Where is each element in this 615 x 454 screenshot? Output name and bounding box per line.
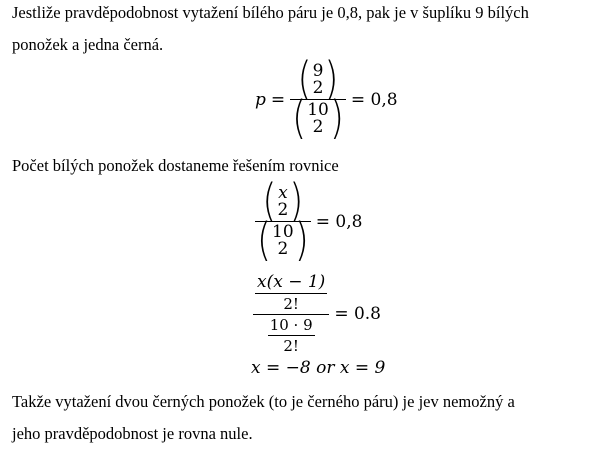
fraction-binomials-x xyxy=(255,175,311,266)
variable-p: p xyxy=(255,89,266,110)
binomial-10-2: ( 10 2 ) xyxy=(257,214,309,266)
binomial-9-2: ( 9 2 ) xyxy=(297,53,339,105)
inner-numerator: x(x − 1) xyxy=(257,272,326,292)
compound-fraction xyxy=(253,272,329,355)
paragraph-1-line-2: ponožek a jedna černá. xyxy=(12,35,164,54)
paragraph-3-line-1: Takže vytažení dvou černých ponožek (to je černého páru) je jev nemožný a xyxy=(12,392,515,411)
equation-expanded xyxy=(253,272,386,355)
binom-top: 9 xyxy=(312,61,324,81)
paragraph-1-line-1: Jestliže pravděpodobnost vytažení bílého páru je 0,8, pak je v šuplíku 9 bílých xyxy=(12,3,529,22)
equation-solution xyxy=(251,358,385,378)
fraction-binomials xyxy=(290,53,346,144)
binom-top: x xyxy=(278,183,288,203)
equation-rhs: = 0,8 xyxy=(315,211,363,232)
equation-binomial-x xyxy=(255,175,367,266)
binom-bottom: 2 xyxy=(277,239,289,259)
binom-bottom: 2 xyxy=(277,200,289,220)
inner-fraction-top xyxy=(255,272,327,313)
main-fraction-bar xyxy=(253,314,329,315)
solution-text: x = −8 or x = 9 xyxy=(251,358,386,378)
binom-top: 10 xyxy=(307,100,329,120)
outer-denominator: 2! xyxy=(283,337,299,355)
paragraph-3-line-2: jeho pravděpodobnost je rovna nule. xyxy=(12,424,253,443)
outer-numerator: 10 · 9 xyxy=(269,316,313,334)
inner-denominator: 2! xyxy=(283,295,299,313)
binomial-10-2: ( 10 2 ) xyxy=(292,92,344,144)
equation-probability xyxy=(255,53,403,144)
equals-sign: = xyxy=(270,89,286,110)
binom-bottom: 2 xyxy=(312,117,324,137)
paragraph-2: Počet bílých ponožek dostaneme řešením rovnice xyxy=(12,156,339,175)
equation-rhs: = 0.8 xyxy=(334,303,381,324)
binom-bottom: 2 xyxy=(312,78,324,98)
binomial-x-2: ( x 2 ) xyxy=(262,175,304,227)
inner-fraction-bottom xyxy=(268,316,315,355)
equation-rhs: = 0,8 xyxy=(350,89,398,110)
binom-top: 10 xyxy=(272,222,294,242)
